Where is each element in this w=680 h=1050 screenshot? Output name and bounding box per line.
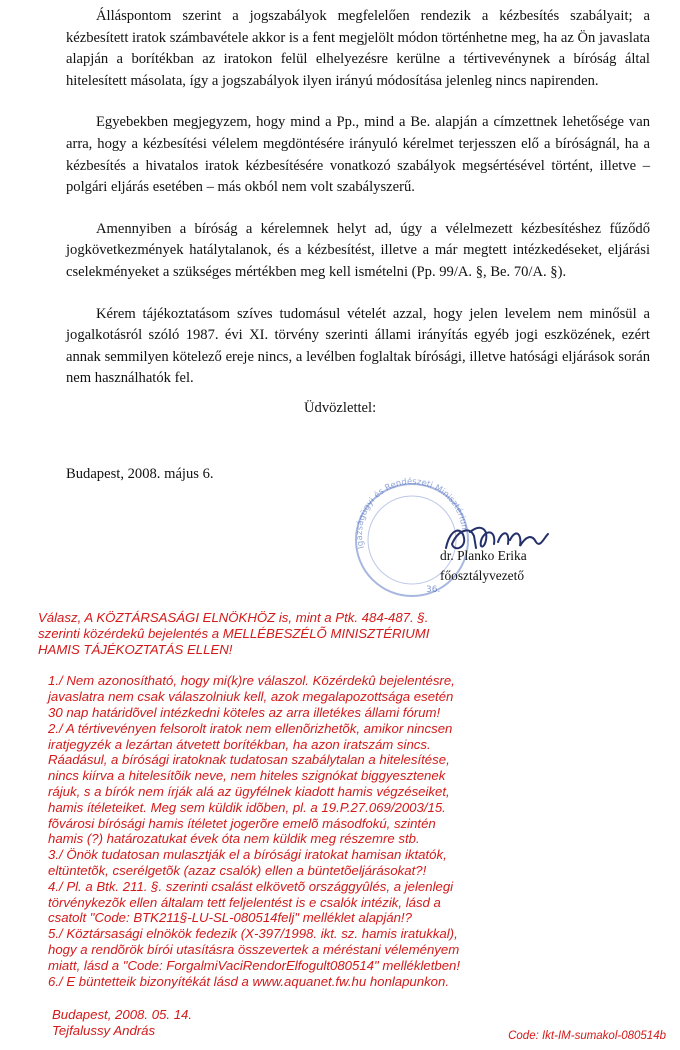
reply-item-line: 5./ Köztársasági elnökök fedezik (X-397/1998. ikt. sz. hamis iratukkal), <box>48 926 458 942</box>
reply-item-line: 4./ Pl. a Btk. 211. §. szerinti csalást elkövetõ országgyûlés, a jelenlegi <box>48 878 454 894</box>
reply-item-3 <box>22 847 662 879</box>
reply-intro-line: HAMIS TÁJÉKOZTATÁS ELLEN! <box>38 641 233 657</box>
reply-item-line: törvénykezõk ellen általam tett feljelentést is e csalók intézik, lásd a <box>48 894 441 910</box>
letter-paragraph-3: Amennyiben a bíróság a kérelemnek helyt ad, úgy a vélelmezett kézbesítéshez fűződő jogkövetkezmények hatálytalanok, és a kézbesítést, illetve a már megtett intézkedéseket, eljárási cselekményeket a szükséges mértékben meg kell ismételni (Pp. 99/A. §, Be. 70/A. §). <box>66 220 650 280</box>
reply-item-line: hamis (?) határozatukat évek óta nem küldik meg részemre stb. <box>48 831 420 847</box>
reply-item-line: rájuk, s a bírók nem írják alá az ügyfélnek kiadott hamis végzéseiket, <box>48 783 450 799</box>
reply-item-line: 3./ Önök tudatosan mulasztják el a bírósági iratokat hamisan iktatók, <box>48 847 447 863</box>
letter-paragraph-2: Egyebekben megjegyzem, hogy mind a Pp., mind a Be. alapján a címzettnek lehetősége van arra, hogy a kézbesítési vélelem megdöntésére irányuló kérelmet terjesszen elő a bíróságnál, ha a kézbesítés a hivatalos iratok kézbesítésére vonatkozó szabályok megsértésével történt, illetve – polgári eljárás esetében – más okból nem volt szabályszerű. <box>66 114 650 196</box>
reply-sign-date: Budapest, 2008. 05. 14. <box>52 1007 193 1023</box>
signer-title: főosztályvezető <box>440 568 525 583</box>
reply-item-line: hogy a rendõrök bírói utasításra összevertek a méréstani véleményem <box>48 941 460 957</box>
reply-item-line: javaslatra nem csak válaszolniuk kell, azok megalapozottsága esetén <box>48 689 454 705</box>
letter-body <box>66 6 650 410</box>
stamp-text: Igazságügyi és Rendészeti Minisztérium <box>354 476 470 550</box>
reply-item-2 <box>22 721 662 847</box>
reply-intro <box>22 610 662 657</box>
reply-item-line: fõvárosi bírósági hamis ítéletet jogerõre emelõ másodfokú, szintén <box>48 815 436 831</box>
reply-item-line: nincs kiírva a hitelesítõik neve, nem hiteles szignókat biggyesztenek <box>48 768 446 784</box>
reply-item-line: 1./ Nem azonosítható, hogy mi(k)re válaszol. Közérdekû bejelentésre, <box>48 673 455 689</box>
reply-item-line: eltüntetõk, cserélgetõk (azaz csalók) ellen a büntetõeljárásokat?! <box>48 862 427 878</box>
letter-paragraph-4: Kérem tájékoztatásom szíves tudomásul vételét azzal, hogy jelen levelem nem minősül a jogalkotásról szóló 1987. évi XI. törvény szerinti állami irányítás egyéb jogi eszközének, ezért annak semmilyen kötelező ereje nincs, a levélben foglaltak bírósági, illetve hatósági eljárások során nem használhatók fel. <box>66 305 650 387</box>
reply-intro-line: szerinti közérdekû bejelentés a MELLÉBESZÉLÕ MINISZTÉRIUMI <box>38 625 430 641</box>
letter-paragraph-1: Álláspontom szerint a jogszabályok megfelelően rendezik a kézbesítés szabályait; a kézbesített iratok számbavétele akkor is a fent megjelölt módon történhetne meg, ha az Ön javaslata alapján a borítékban az iratokon felül elhelyezésre kerülne a tértivevénynek a bíróság által hitelesített másolata, így a jogszabályok ilyen irányú módosítása jelenleg nincs napirenden. <box>66 8 650 89</box>
reply-item-4 <box>22 879 662 926</box>
greeting: Üdvözlettel: <box>304 400 377 416</box>
reply-item-line: csatolt "Code: BTK211§-LU-SL-080514felj" melléklet alapján!? <box>48 910 412 926</box>
reply-item-1 <box>22 673 662 720</box>
reply-item-line: hamis ítéleteiket. Meg sem küldik idõben, pl. a 19.P.27.069/2003/15. <box>48 799 446 815</box>
reply-item-line: 6./ E büntetteik bizonyítékát lásd a www.aquanet.fw.hu honlapunkon. <box>48 973 450 989</box>
reply-item-line: miatt, lásd a "Code: ForgalmiVaciRendorElfogult080514" mellékletben! <box>48 957 461 973</box>
reply-intro-line: Válasz, A KÖZTÁRSASÁGI ELNÖKHÖZ is, mint a Ptk. 484-487. §. <box>38 610 429 625</box>
reply-item-line: iratjegyzék a lezártan átvetett borítékban, ha azon iratszám sincs. <box>48 736 431 752</box>
reply-item-line: Ráadásul, a bírósági iratoknak tudatosan szabálytalan a hitelesítése, <box>48 752 450 768</box>
reply-item-line: 30 nap határidõvel intézkedni köteles az arra illetékes állami fórum! <box>48 704 441 720</box>
reply-item-5 <box>22 926 662 973</box>
document-code: Code: Ikt-IM-sumakol-080514b <box>508 1030 666 1042</box>
signer-name: dr. Planko Erika <box>440 548 527 563</box>
signer-block <box>440 546 527 586</box>
reply-sign-name: Tejfalussy András <box>52 1023 156 1039</box>
reply-annotation <box>22 610 662 1039</box>
place-date: Budapest, 2008. május 6. <box>66 466 214 482</box>
stamp-number: 36. <box>426 585 441 595</box>
reply-item-line: 2./ A tértivevényen felsorolt iratok nem ellenõrizhetõk, amikor nincsen <box>48 720 453 736</box>
reply-item-6 <box>22 974 662 990</box>
